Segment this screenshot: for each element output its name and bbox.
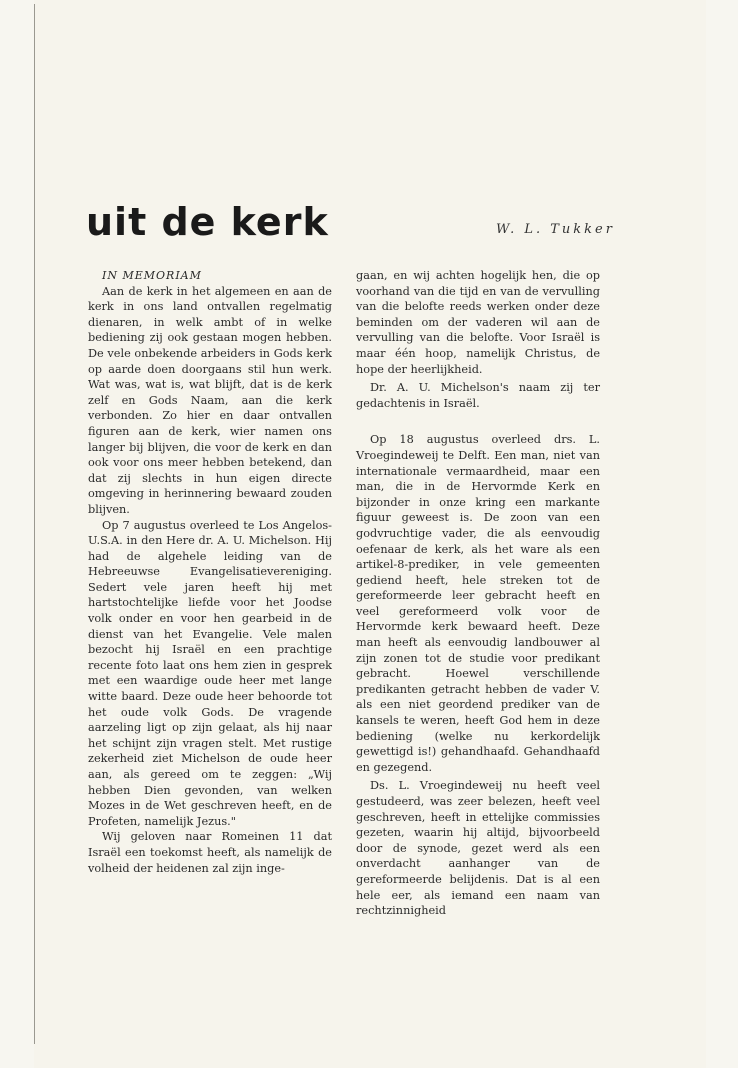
page-edge-line	[34, 4, 35, 1044]
paragraph: Dr. A. U. Michelson's naam zij ter gedachtenis in Israël.	[356, 381, 600, 410]
paragraph: Wij geloven naar Romeinen 11 dat Israël een toekomst heeft, als namelijk de volheid der heidenen zal zijn inge-	[88, 830, 332, 875]
paragraph: Op 7 augustus overleed te Los Angelos-U.S.A. in den Here dr. A. U. Michelson. Hij had de algehele leiding van de Hebreeuwse Evangelisatievereniging. Sedert vele jaren heeft hij met hartstochtelijke liefde voor het Joodse volk onder en voor hen gearbeid in de dienst van het Evangelie. Vele malen bezocht hij Israël en een prachtige recente foto laat ons hem zien in gesprek met een waardige oude heer met lange witte baard. Deze oude heer behoorde tot het oude volk Gods. De vragende aarzeling ligt op zijn gelaat, als hij naar het schijnt zijn vragen stelt. Met rustige zekerheid ziet Michelson de oude heer aan, als gereed om te zeggen: „Wij hebben Dien gevonden, van welken Mozes in de Wet geschreven heeft, en de Profeten, namelijk Jezus."	[88, 518, 332, 828]
paragraph: Op 18 augustus overleed drs. L. Vroegindeweij te Delft. Een man, niet van internationale vermaardheid, maar een man, die in de Hervormde Kerk en bijzonder in onze kring een markante figuur geweest is. De zoon van een godvruchtige vader, die als eenvoudig oefenaar de kerk, als het ware als een artikel-8-prediker, in vele gemeenten gediend heeft, hele streken tot de gereformeerde leer gebracht heeft en veel gereformeerd volk voor de Hervormde kerk bewaard heeft. Deze man heeft als eenvoudig landbouwer al zijn zonen tot de studie voor predikant gebracht. Hoewel verschillende predikanten getracht hebben de vader V. als een niet geordend prediker van de kansels te weren, heeft God hem in deze bediening (welke nu kerkordelijk gewettigd is!) gehandhaafd. Gehandhaafd en gezegend.	[356, 433, 600, 774]
section-heading: uit de kerk	[86, 200, 329, 244]
paragraph: Aan de kerk in het algemeen en aan de kerk in ons land ontvallen regelmatig dienaren, in welk ambt of in welke bediening zij ook gestaan mogen hebben. De vele onbekende arbeiders in Gods kerk op aarde doen doorgaans stil hun werk. Wat was, wat is, wat blijft, dat is de kerk zelf en Gods Naam, aan die kerk verbonden. Zo hier en daar ontvallen figuren aan de kerk, wier namen ons langer bij blijven, die voor de kerk en dan ook voor ons meer hebben betekend, dan dat zij slechts in hun eigen directe omgeving in herinnering bewaard zouden blijven.	[88, 284, 332, 516]
paragraph: gaan, en wij achten hogelijk hen, die op voorhand van die tijd en van de vervulling van die belofte reeds werken onder deze beminden om der vaderen wil aan de vervulling van die belofte. Voor Israël is maar één hoop, namelijk Christus, de hope der heerlijkheid.	[356, 269, 600, 376]
right-column	[356, 268, 600, 919]
author-name: W. L. Tukker	[496, 222, 615, 237]
memoriam-title: IN MEMORIAM	[102, 269, 202, 282]
paragraph: Ds. L. Vroegindeweij nu heeft veel gestudeerd, was zeer belezen, heeft veel geschreven, heeft in ettelijke commissies gezeten, waarin hij altijd, bijvoorbeeld door de synode, gezet werd als een onverdacht aanhanger van de gereformeerde belijdenis. Dat is al een hele eer, als iemand een naam van rechtzinnigheid	[356, 779, 600, 918]
left-column	[88, 268, 332, 876]
